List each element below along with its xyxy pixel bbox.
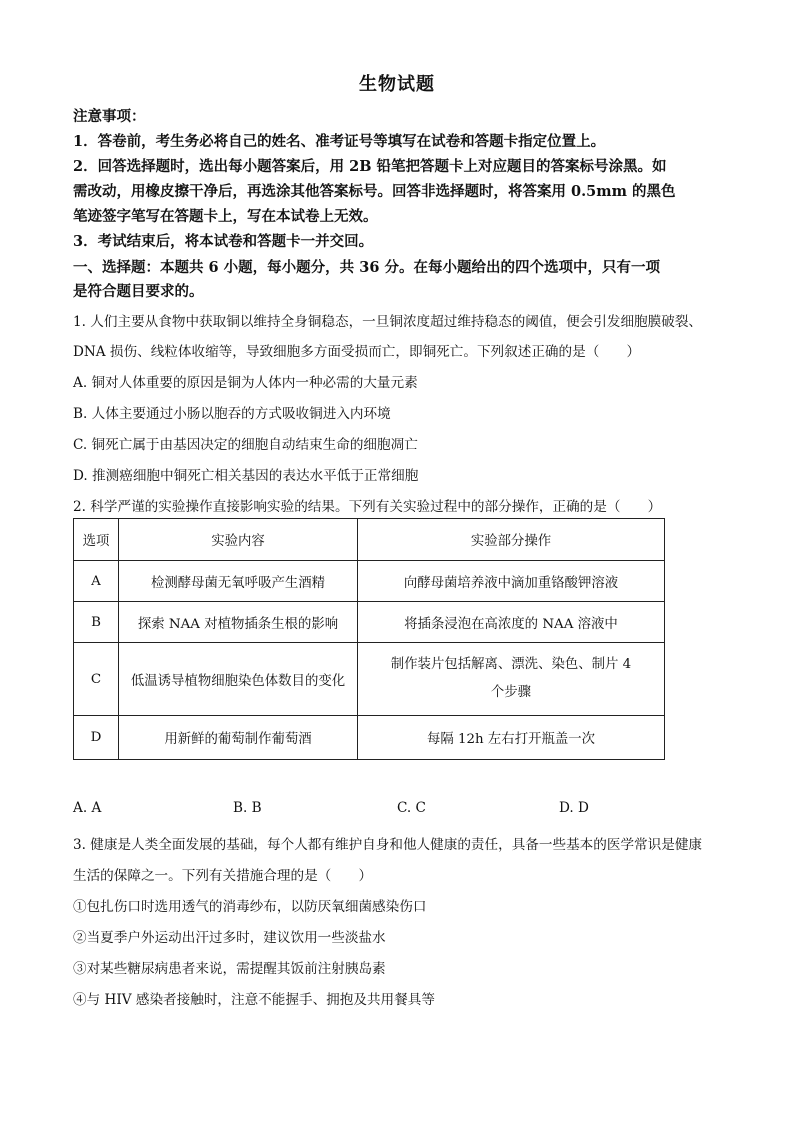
table-cell-option: A	[74, 561, 119, 602]
table-row	[74, 643, 665, 716]
q2-option-b: B. B	[233, 800, 262, 816]
table-cell-content: 低温诱导植物细胞染色体数目的变化	[119, 643, 358, 716]
q1-option-d: D. 推测癌细胞中铜死亡相关基因的表达水平低于正常细胞	[73, 468, 419, 484]
table-cell-option: B	[74, 602, 119, 643]
q2-stem: 2. 科学严谨的实验操作直接影响实验的结果。下列有关实验过程中的部分操作，正确的是（ ）	[73, 499, 662, 515]
q3-stem-line-2: 生活的保障之一。下列有关措施合理的是（ ）	[73, 868, 373, 884]
q2-option-a: A. A	[73, 800, 102, 816]
notice-line-4: 笔迹签字笔写在答题卡上，写在本试卷上无效。	[73, 208, 378, 225]
table-cell-option: D	[74, 716, 119, 760]
notice-line-1: 1．答卷前，考生务必将自己的姓名、准考证号等填写在试卷和答题卡指定位置上。	[73, 133, 606, 150]
q3-item-1: ①包扎伤口时选用透气的消毒纱布，以防厌氧细菌感染伤口	[73, 899, 427, 915]
q1-stem-line-1: 1. 人们主要从食物中获取铜以维持全身铜稳态，一旦铜浓度超过维持稳态的阈值，便会引发细胞膜破裂、	[73, 314, 703, 330]
table-row	[74, 561, 665, 602]
notice-line-5: 3．考试结束后，将本试卷和答题卡一并交回。	[73, 233, 374, 250]
q1-option-c: C. 铜死亡属于由基因决定的细胞自动结束生命的细胞凋亡	[73, 437, 418, 453]
table-cell-content: 探索 NAA 对植物插条生根的影响	[119, 602, 358, 643]
section-heading-line-1: 一、选择题：本题共 6 小题，每小题分，共 36 分。在每小题给出的四个选项中，只有一项	[73, 259, 660, 276]
table-cell-operation: 每隔 12h 左右打开瓶盖一次	[358, 716, 665, 760]
q1-option-b: B. 人体主要通过小肠以胞吞的方式吸收铜进入内环境	[73, 406, 391, 422]
table-row	[74, 602, 665, 643]
q2-option-c: C. C	[397, 800, 426, 816]
table-header-operation: 实验部分操作	[358, 519, 665, 561]
page-title: 生物试题	[359, 74, 435, 95]
table-cell-operation: 将插条浸泡在高浓度的 NAA 溶液中	[358, 602, 665, 643]
q1-option-a: A. 铜对人体重要的原因是铜为人体内一种必需的大量元素	[73, 375, 418, 391]
table-row	[74, 716, 665, 760]
q3-item-4: ④与 HIV 感染者接触时，注意不能握手、拥抱及共用餐具等	[73, 992, 435, 1008]
notice-heading: 注意事项：	[73, 108, 146, 125]
table-header-option: 选项	[74, 519, 119, 561]
q1-stem-line-2: DNA 损伤、线粒体收缩等，导致细胞多方面受损而亡，即铜死亡。下列叙述正确的是（ ）	[73, 344, 641, 360]
q3-item-3: ③对某些糖尿病患者来说，需提醒其饭前注射胰岛素	[73, 961, 386, 977]
table-cell-operation: 向酵母菌培养液中滴加重铬酸钾溶液	[358, 561, 665, 602]
notice-line-3: 需改动，用橡皮擦干净后，再选涂其他答案标号。回答非选择题时，将答案用 0.5mm 的黑色	[73, 183, 676, 200]
section-heading-line-2: 是符合题目要求的。	[73, 283, 204, 300]
q2-option-d: D. D	[559, 800, 589, 816]
q3-item-2: ②当夏季户外运动出汗过多时，建议饮用一些淡盐水	[73, 930, 386, 946]
table-header-row	[74, 519, 665, 561]
notice-line-2: 2．回答选择题时，选出每小题答案后，用 2B 铅笔把答题卡上对应题目的答案标号涂黑。如	[73, 158, 667, 175]
q3-stem-line-1: 3. 健康是人类全面发展的基础，每个人都有维护自身和他人健康的责任，具备一些基本的医学常识是健康	[73, 837, 703, 853]
table-cell-option: C	[74, 643, 119, 716]
table-header-content: 实验内容	[119, 519, 358, 561]
table-cell-operation: 制作装片包括解离、漂洗、染色、制片 4 个步骤	[358, 643, 665, 716]
table-cell-content: 检测酵母菌无氧呼吸产生酒精	[119, 561, 358, 602]
experiment-table	[73, 518, 665, 760]
table-cell-content: 用新鲜的葡萄制作葡萄酒	[119, 716, 358, 760]
